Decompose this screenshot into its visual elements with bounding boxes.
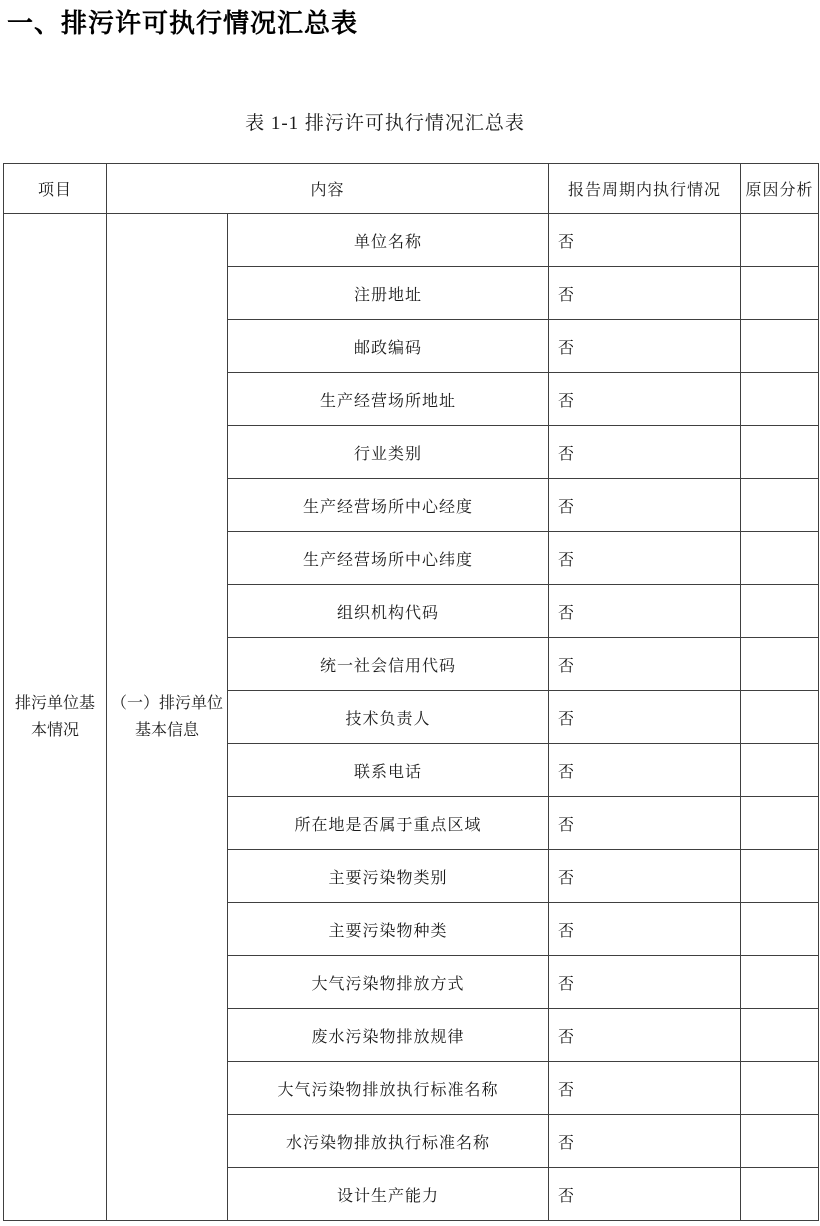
content-cell: 单位名称 <box>228 214 549 267</box>
content-cell: 废水污染物排放规律 <box>228 1009 549 1062</box>
content-cell: 组织机构代码 <box>228 585 549 638</box>
reason-analysis-cell <box>741 479 819 532</box>
reason-analysis-cell <box>741 1062 819 1115</box>
reason-analysis-cell <box>741 373 819 426</box>
table-header-row <box>4 164 819 214</box>
header-item: 项目 <box>4 164 107 214</box>
reason-analysis-cell <box>741 1009 819 1062</box>
content-cell: 主要污染物类别 <box>228 850 549 903</box>
reason-analysis-cell <box>741 797 819 850</box>
content-cell: 生产经营场所中心经度 <box>228 479 549 532</box>
execution-status-cell: 否 <box>549 744 741 797</box>
header-execution: 报告周期内执行情况 <box>549 164 741 214</box>
execution-status-cell: 否 <box>549 320 741 373</box>
content-cell: 水污染物排放执行标准名称 <box>228 1115 549 1168</box>
content-cell: 生产经营场所地址 <box>228 373 549 426</box>
reason-analysis-cell <box>741 214 819 267</box>
reason-analysis-cell <box>741 850 819 903</box>
reason-analysis-cell <box>741 744 819 797</box>
execution-status-cell: 否 <box>549 797 741 850</box>
execution-status-cell: 否 <box>549 426 741 479</box>
content-cell: 生产经营场所中心纬度 <box>228 532 549 585</box>
reason-analysis-cell <box>741 585 819 638</box>
execution-status-cell: 否 <box>549 1062 741 1115</box>
reason-analysis-cell <box>741 532 819 585</box>
reason-analysis-cell <box>741 426 819 479</box>
execution-status-cell: 否 <box>549 850 741 903</box>
content-cell: 统一社会信用代码 <box>228 638 549 691</box>
subitem-group-cell: （一）排污单位基本信息 <box>107 214 228 1221</box>
execution-status-cell: 否 <box>549 214 741 267</box>
document-heading: 一、排污许可执行情况汇总表 <box>7 8 359 38</box>
reason-analysis-cell <box>741 956 819 1009</box>
execution-status-cell: 否 <box>549 479 741 532</box>
content-cell: 主要污染物种类 <box>228 903 549 956</box>
table-body <box>4 214 819 1221</box>
content-cell: 联系电话 <box>228 744 549 797</box>
execution-status-cell: 否 <box>549 691 741 744</box>
execution-status-cell: 否 <box>549 532 741 585</box>
execution-status-cell: 否 <box>549 1115 741 1168</box>
content-cell: 技术负责人 <box>228 691 549 744</box>
table-row <box>4 214 819 267</box>
reason-analysis-cell <box>741 691 819 744</box>
reason-analysis-cell <box>741 320 819 373</box>
table-caption: 表 1-1 排污许可执行情况汇总表 <box>245 113 525 134</box>
execution-status-cell: 否 <box>549 267 741 320</box>
execution-status-cell: 否 <box>549 373 741 426</box>
header-reason: 原因分析 <box>741 164 819 214</box>
execution-status-cell: 否 <box>549 1009 741 1062</box>
header-content: 内容 <box>107 164 549 214</box>
content-cell: 大气污染物排放执行标准名称 <box>228 1062 549 1115</box>
execution-status-cell: 否 <box>549 1168 741 1221</box>
reason-analysis-cell <box>741 903 819 956</box>
content-cell: 注册地址 <box>228 267 549 320</box>
content-cell: 设计生产能力 <box>228 1168 549 1221</box>
item-group-cell: 排污单位基本情况 <box>4 214 107 1221</box>
execution-status-cell: 否 <box>549 638 741 691</box>
reason-analysis-cell <box>741 638 819 691</box>
summary-table <box>3 163 819 1221</box>
content-cell: 所在地是否属于重点区域 <box>228 797 549 850</box>
content-cell: 邮政编码 <box>228 320 549 373</box>
execution-status-cell: 否 <box>549 956 741 1009</box>
reason-analysis-cell <box>741 1115 819 1168</box>
content-cell: 大气污染物排放方式 <box>228 956 549 1009</box>
reason-analysis-cell <box>741 1168 819 1221</box>
content-cell: 行业类别 <box>228 426 549 479</box>
reason-analysis-cell <box>741 267 819 320</box>
execution-status-cell: 否 <box>549 903 741 956</box>
execution-status-cell: 否 <box>549 585 741 638</box>
